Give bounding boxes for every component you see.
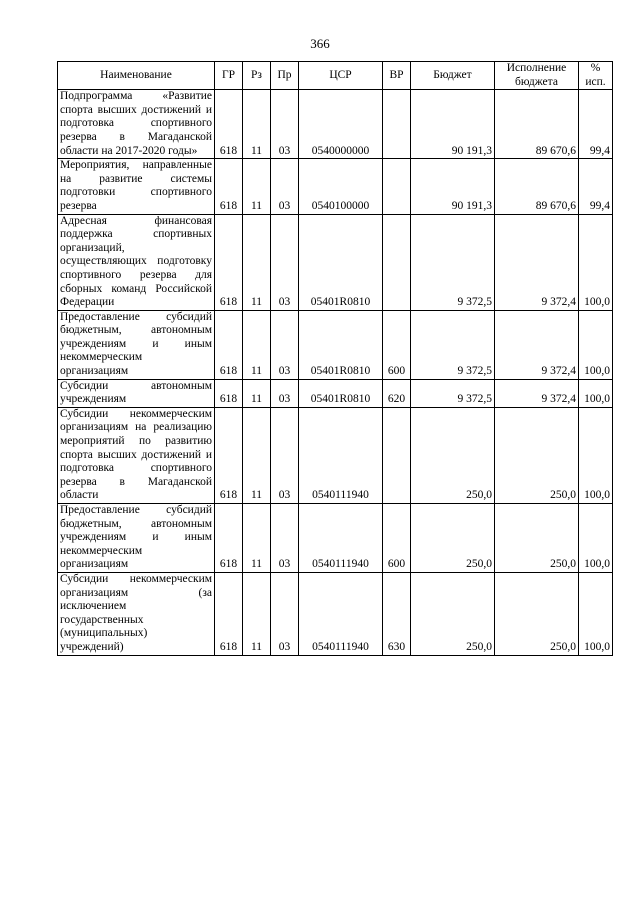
budget-table — [57, 61, 613, 656]
cell-percent: 100,0 — [579, 214, 613, 310]
cell-csr: 0540111940 — [299, 572, 383, 655]
cell-csr: 05401R0810 — [299, 310, 383, 379]
cell-pr: 03 — [271, 159, 299, 214]
table-row — [58, 310, 613, 379]
table-row — [58, 379, 613, 407]
cell-pr: 03 — [271, 214, 299, 310]
cell-percent: 100,0 — [579, 504, 613, 573]
table-header-row — [58, 62, 613, 90]
cell-pr: 03 — [271, 572, 299, 655]
cell-budget: 250,0 — [411, 407, 495, 503]
cell-budget: 9 372,5 — [411, 379, 495, 407]
cell-pr: 03 — [271, 90, 299, 159]
cell-rz: 11 — [243, 214, 271, 310]
cell-execution: 9 372,4 — [495, 379, 579, 407]
table-row — [58, 214, 613, 310]
cell-vr — [383, 407, 411, 503]
cell-execution: 89 670,6 — [495, 90, 579, 159]
cell-vr — [383, 214, 411, 310]
cell-rz: 11 — [243, 407, 271, 503]
cell-percent: 100,0 — [579, 310, 613, 379]
table-row — [58, 90, 613, 159]
cell-vr: 620 — [383, 379, 411, 407]
cell-gr: 618 — [215, 214, 243, 310]
cell-execution: 9 372,4 — [495, 310, 579, 379]
cell-gr: 618 — [215, 379, 243, 407]
cell-budget: 90 191,3 — [411, 159, 495, 214]
header-budget: Бюджет — [411, 62, 495, 90]
table-row — [58, 407, 613, 503]
cell-csr: 05401R0810 — [299, 214, 383, 310]
cell-budget: 9 372,5 — [411, 214, 495, 310]
cell-execution: 250,0 — [495, 572, 579, 655]
cell-name: Субсидии некоммерческим организациям (за исключением государственных (муниципальных) учреждений) — [58, 572, 215, 655]
cell-csr: 0540111940 — [299, 504, 383, 573]
cell-percent: 100,0 — [579, 379, 613, 407]
cell-rz: 11 — [243, 379, 271, 407]
cell-name: Субсидии автономным учреждениям — [58, 379, 215, 407]
cell-vr — [383, 159, 411, 214]
cell-gr: 618 — [215, 90, 243, 159]
page-number: 366 — [310, 36, 330, 51]
header-gr: ГР — [215, 62, 243, 90]
header-pr: Пр — [271, 62, 299, 90]
cell-vr: 600 — [383, 504, 411, 573]
cell-name: Субсидии некоммерческим организациям на реализацию мероприятий по развитию спорта высших достижений и подготовка спортивного резерва в Магаданской области — [58, 407, 215, 503]
header-rz: Рз — [243, 62, 271, 90]
cell-csr: 0540111940 — [299, 407, 383, 503]
cell-gr: 618 — [215, 159, 243, 214]
cell-csr: 05401R0810 — [299, 379, 383, 407]
table-row — [58, 159, 613, 214]
cell-name: Адресная финансовая поддержка спортивных организаций, осуществляющих подготовку спортивного резерва для сборных команд Российской Федерации — [58, 214, 215, 310]
cell-gr: 618 — [215, 504, 243, 573]
cell-rz: 11 — [243, 310, 271, 379]
cell-budget: 250,0 — [411, 572, 495, 655]
header-name: Наименование — [58, 62, 215, 90]
cell-vr — [383, 90, 411, 159]
cell-csr: 0540000000 — [299, 90, 383, 159]
cell-pr: 03 — [271, 407, 299, 503]
header-csr: ЦСР — [299, 62, 383, 90]
cell-execution: 89 670,6 — [495, 159, 579, 214]
cell-name: Предоставление субсидий бюджетным, автономным учреждениям и иным некоммерческим организациям — [58, 504, 215, 573]
cell-gr: 618 — [215, 310, 243, 379]
cell-execution: 250,0 — [495, 407, 579, 503]
cell-percent: 99,4 — [579, 159, 613, 214]
table-row — [58, 504, 613, 573]
cell-execution: 250,0 — [495, 504, 579, 573]
cell-budget: 90 191,3 — [411, 90, 495, 159]
header-percent: % исп. — [579, 62, 613, 90]
cell-execution: 9 372,4 — [495, 214, 579, 310]
cell-percent: 100,0 — [579, 572, 613, 655]
cell-csr: 0540100000 — [299, 159, 383, 214]
cell-rz: 11 — [243, 90, 271, 159]
cell-budget: 9 372,5 — [411, 310, 495, 379]
cell-gr: 618 — [215, 572, 243, 655]
header-vr: ВР — [383, 62, 411, 90]
cell-percent: 100,0 — [579, 407, 613, 503]
cell-vr: 600 — [383, 310, 411, 379]
table-row — [58, 572, 613, 655]
cell-pr: 03 — [271, 310, 299, 379]
cell-rz: 11 — [243, 159, 271, 214]
cell-pr: 03 — [271, 504, 299, 573]
cell-budget: 250,0 — [411, 504, 495, 573]
cell-gr: 618 — [215, 407, 243, 503]
cell-rz: 11 — [243, 504, 271, 573]
cell-name: Предоставление субсидий бюджетным, автономным учреждениям и иным некоммерческим организациям — [58, 310, 215, 379]
cell-rz: 11 — [243, 572, 271, 655]
header-execution: Исполнение бюджета — [495, 62, 579, 90]
cell-pr: 03 — [271, 379, 299, 407]
cell-name: Мероприятия, направленные на развитие системы подготовки спортивного резерва — [58, 159, 215, 214]
cell-vr: 630 — [383, 572, 411, 655]
cell-percent: 99,4 — [579, 90, 613, 159]
cell-name: Подпрограмма «Развитие спорта высших достижений и подготовка спортивного резерва в Магаданской области на 2017-2020 годы» — [58, 90, 215, 159]
